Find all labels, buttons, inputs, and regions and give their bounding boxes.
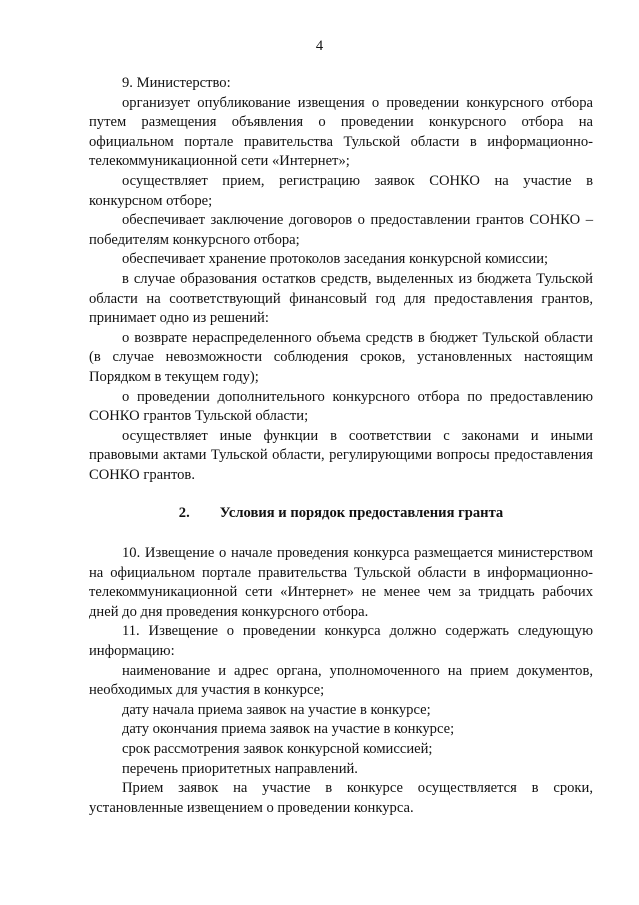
section-heading — [89, 504, 593, 524]
paragraph: организует опубликование извещения о проведении конкурсного отбора путем размещения объявления о проведении конкурсного отбора на официальном портале правительства Тульской области в информационно-телекоммуникационной сети «Интернет»; — [89, 94, 593, 170]
paragraph: о проведении дополнительного конкурсного отбора по предоставлению СОНКО грантов Тульской области; — [89, 388, 593, 425]
paragraph: дату начала приема заявок на участие в конкурсе; — [122, 701, 431, 718]
paragraph: 10. Извещение о начале проведения конкурса размещается министерством на официальном портале правительства Тульской области в информационно-телекоммуникационной сети «Интернет» не менее чем за тридцать рабочих дней до дня проведения конкурсного отбора. — [89, 545, 593, 620]
paragraph: обеспечивает хранение протоколов заседания конкурсной комиссии; — [122, 251, 549, 268]
section-title: Условия и порядок предоставления гранта — [219, 505, 504, 522]
document-body — [89, 74, 593, 818]
paragraph: 9. Министерство: — [122, 75, 231, 91]
paragraph: осуществляет иные функции в соответствии с законами и иными правовыми актами Тульской области, регулирующими вопросы предоставления СОНКО грантов. — [89, 427, 593, 483]
paragraph: о возврате нераспределенного объема средств в бюджет Тульской области (в случае невозможности соблюдения сроков, установленных настоящим Порядком в текущем году); — [89, 329, 593, 385]
paragraph: дату окончания приема заявок на участие в конкурсе; — [122, 721, 455, 738]
section-number: 2. — [178, 505, 190, 522]
paragraph: наименование и адрес органа, уполномоченного на прием документов, необходимых для участия в конкурсе; — [89, 662, 593, 699]
page-number: 4 — [315, 38, 324, 54]
paragraph: срок рассмотрения заявок конкурсной комиссией; — [122, 741, 433, 757]
paragraph: перечень приоритетных направлений. — [122, 760, 358, 777]
paragraph: 11. Извещение о проведении конкурса должно содержать следующую информацию: — [89, 623, 593, 660]
paragraph: обеспечивает заключение договоров о предоставлении грантов СОНКО – победителям конкурсного отбора; — [89, 212, 593, 248]
paragraph: осуществляет прием, регистрацию заявок СОНКО на участие в конкурсном отборе; — [89, 172, 593, 209]
paragraph: Прием заявок на участие в конкурсе осуществляется в сроки, установленные извещением о проведении конкурса. — [89, 780, 593, 816]
paragraph: в случае образования остатков средств, выделенных из бюджета Тульской области на соответствующий финансовый год для предоставления грантов, принимает одно из решений: — [89, 270, 593, 327]
